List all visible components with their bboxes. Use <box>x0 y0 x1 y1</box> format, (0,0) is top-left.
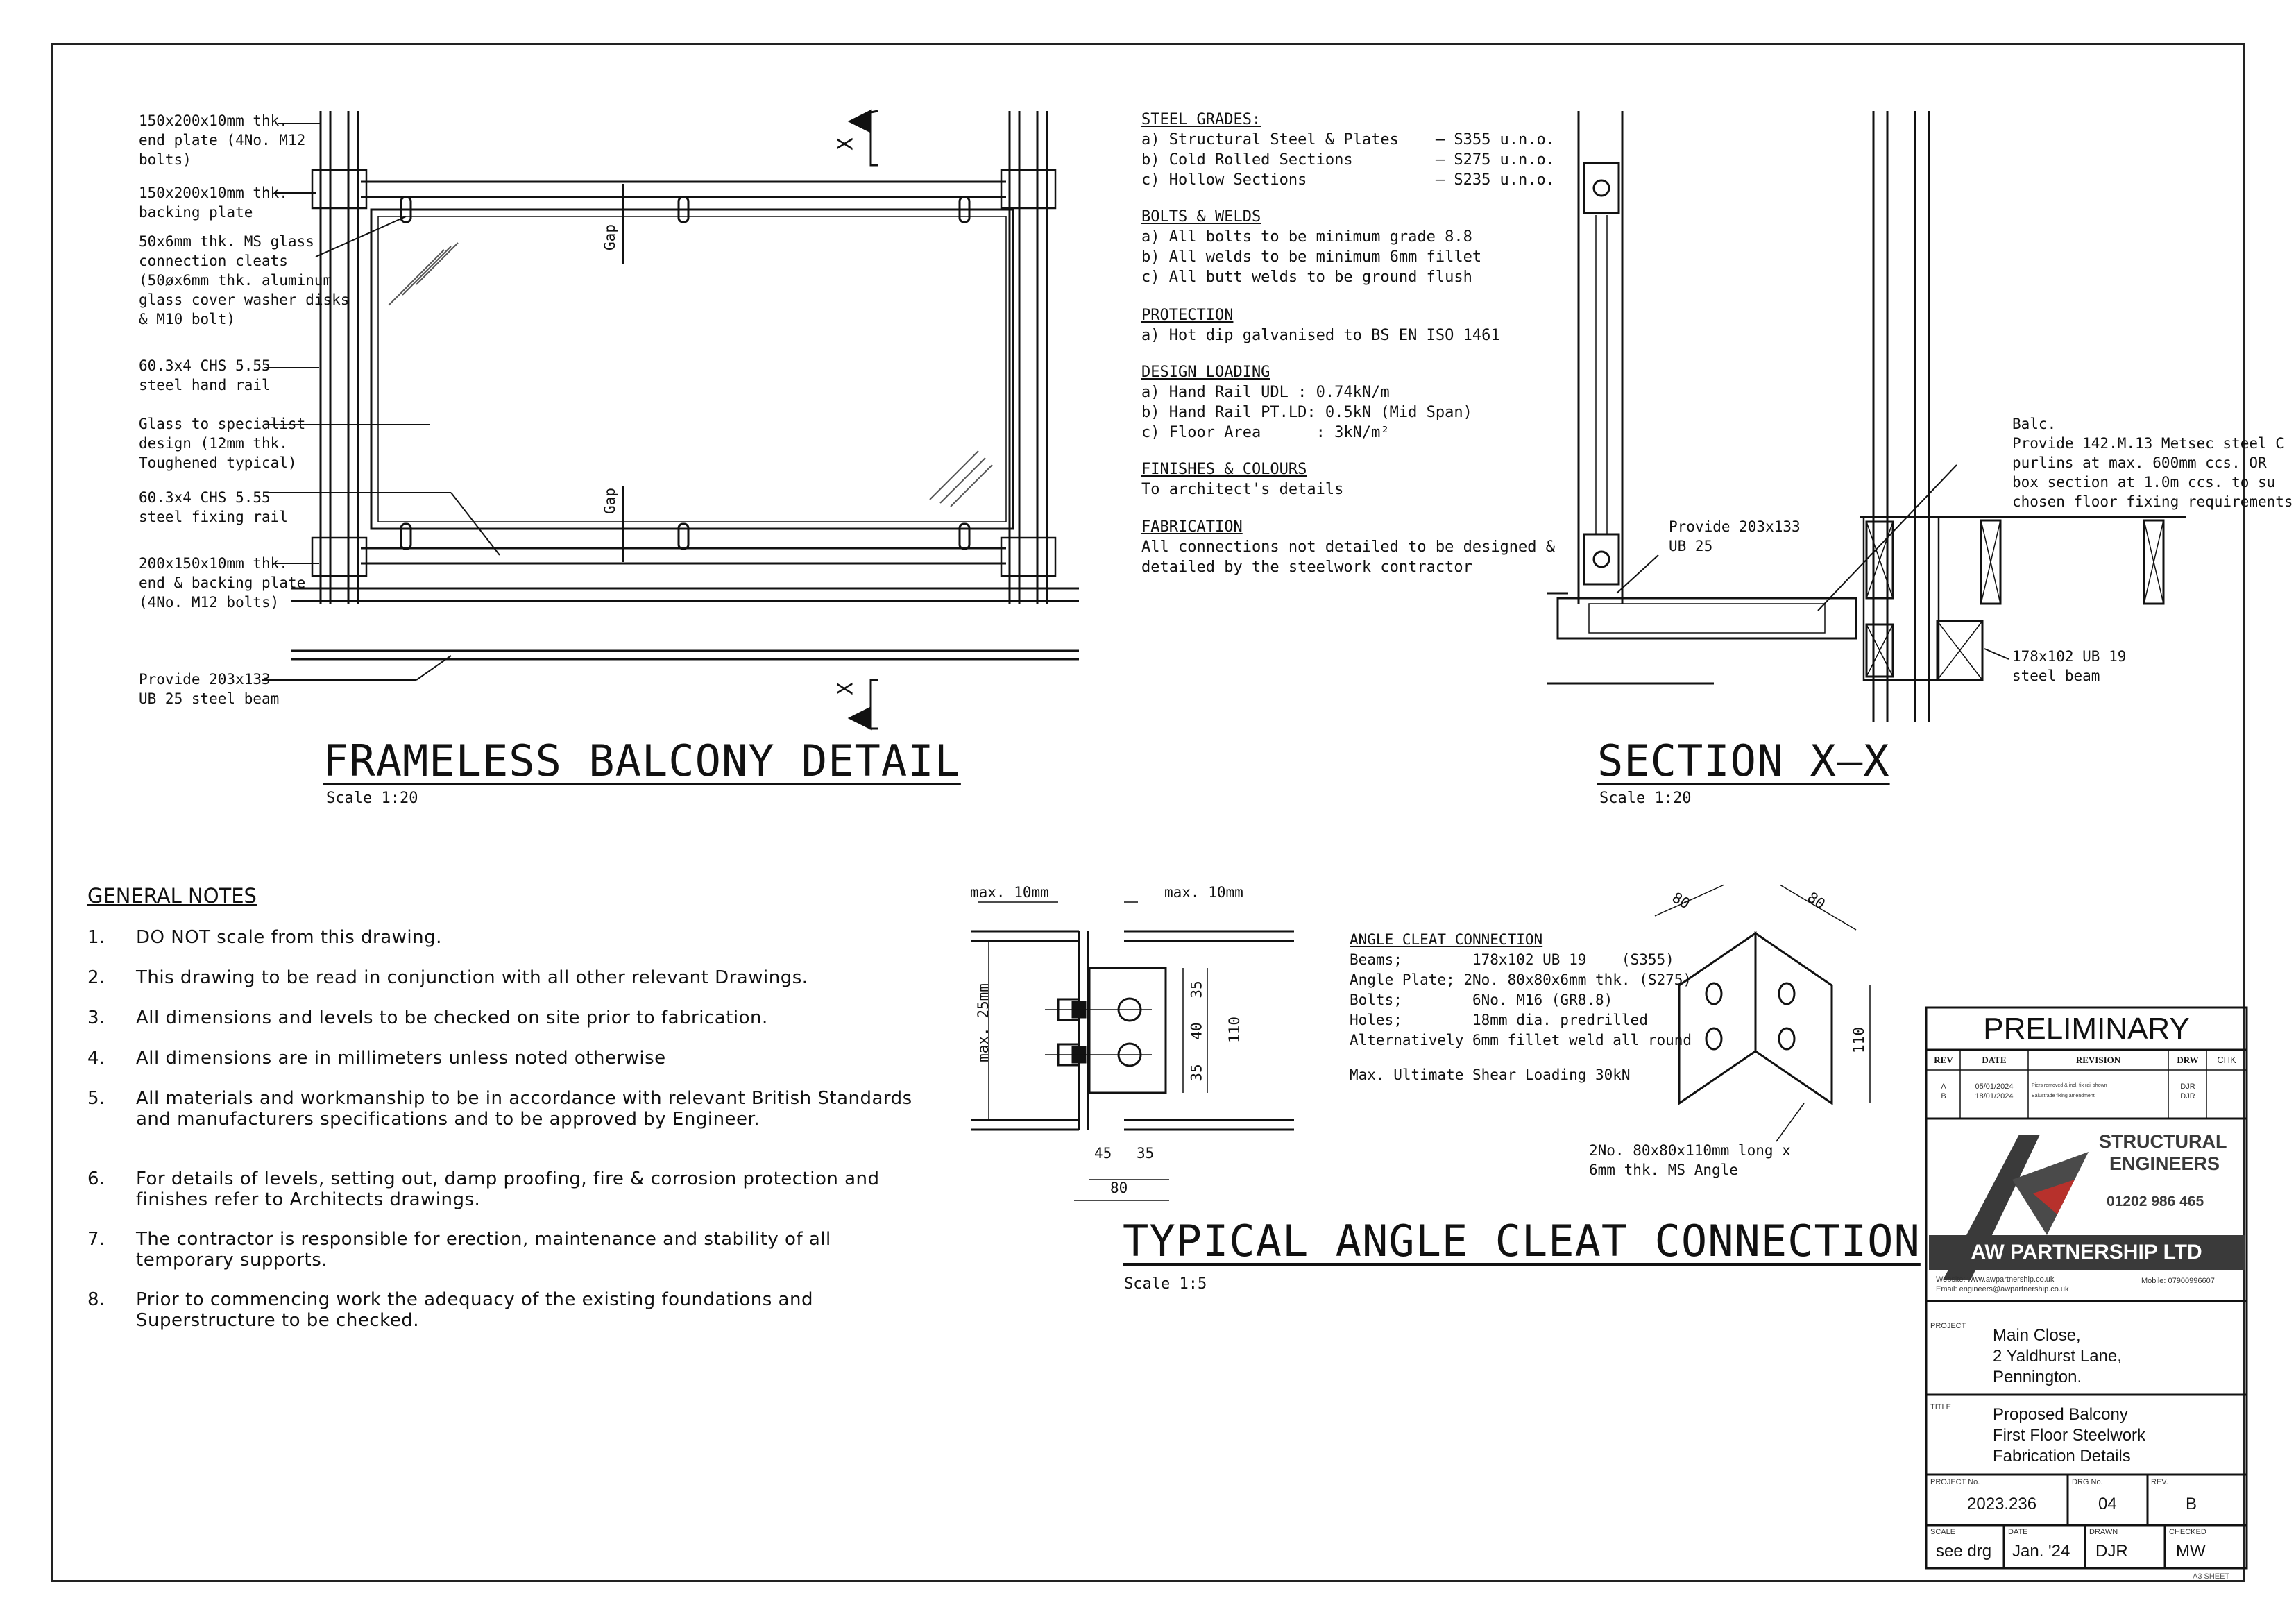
spec-bolts-welds: BOLTS & WELDS a) All bolts to be minimum grade 8.8 b) All welds to be minimum 6mm fillet c) All butt welds to be ground flush <box>1141 208 1482 286</box>
rev-header-chk: CHK <box>2217 1055 2236 1065</box>
label-end-plate: 150x200x10mm thk. end plate (4No. M12 bolts) <box>139 112 306 168</box>
dim-40: 40 <box>1188 1022 1205 1040</box>
drawn-label: DRAWN <box>2089 1528 2118 1536</box>
balcony-detail-scale: Scale 1:20 <box>326 790 418 807</box>
project-address: Main Close, 2 Yaldhurst Lane, Pennington. <box>1993 1326 2122 1386</box>
section-label-ub25: Provide 203x133 UB 25 <box>1669 518 1801 554</box>
rev-a-drw: DJR <box>2180 1082 2195 1091</box>
spec-design-loading: DESIGN LOADING a) Hand Rail UDL : 0.74kN/m b) Hand Rail PT.LD: 0.5kN (Mid Span) c) Floor Area : 3kN/m² <box>1141 364 1472 441</box>
company-mobile: Mobile: 07900996607 <box>2141 1277 2215 1285</box>
drawing-title: Proposed Balcony First Floor Steelwork Fabrication Details <box>1993 1405 2146 1465</box>
rev-header-drw: DRW <box>2177 1055 2199 1065</box>
rev-b-drw: DJR <box>2180 1092 2195 1101</box>
company-phone: 01202 986 465 <box>2107 1193 2204 1209</box>
label-hand-rail: 60.3x4 CHS 5.55 steel hand rail <box>139 357 271 393</box>
rev-header-rev: REV <box>1934 1055 1953 1065</box>
sheet-size: A3 SHEET <box>2193 1572 2230 1581</box>
iso-dim-80-left: 80 <box>1669 889 1693 912</box>
dim-max-vert: max. 25mm <box>974 983 992 1062</box>
date-label: DATE <box>2008 1528 2028 1536</box>
company-website: Website: www.awpartnership.co.uk <box>1936 1275 2055 1284</box>
section-marker-bottom: X <box>833 682 858 695</box>
rev-header-revision: REVISION <box>2075 1055 2121 1065</box>
spec-protection: PROTECTION a) Hot dip galvanised to BS EN ISO 1461 <box>1141 307 1500 344</box>
section-label-balc: Balc. Provide 142.M.13 Metsec steel C purlins at max. 600mm ccs. OR box section at 1.0m ccs. to su chosen floor fixing requirements <box>2012 416 2293 510</box>
spec-steel-grades: STEEL GRADES: a) Structural Steel & Plates – S355 u.n.o. b) Cold Rolled Sections – S275 u.n.o. c) Hollow Sections – S235 u.n.o. <box>1141 111 1556 189</box>
angle-cleat-spec: ANGLE CLEAT CONNECTION Beams; 178x102 UB 19 (S355) Angle Plate; 2No. 80x80x6mm thk. (S275) Bolts; 6No. M16 (GR8.8) Holes; 18mm dia. predrilled Alternatively 6mm fillet weld all round <box>1350 931 1692 1048</box>
project-no: 2023.236 <box>1967 1495 2037 1513</box>
date-value: Jan. '24 <box>2012 1542 2070 1561</box>
company-tag-engineers: ENGINEERS <box>2109 1153 2220 1174</box>
section-xx-scale: Scale 1:20 <box>1599 790 1692 807</box>
checked-value: MW <box>2176 1542 2206 1561</box>
general-note-2: 2. This drawing to be read in conjunction with all other relevant Drawings. <box>87 967 808 988</box>
section-label-ub19: 178x102 UB 19 steel beam <box>2012 648 2127 684</box>
general-notes-heading: GENERAL NOTES <box>87 884 257 908</box>
gap-label-top: Gap <box>601 224 618 250</box>
dim-max-right: max. 10mm <box>1164 884 1243 901</box>
rev-a-date: 05/01/2024 <box>1975 1082 2014 1091</box>
angle-cleat-scale: Scale 1:5 <box>1124 1275 1207 1293</box>
status-preliminary: PRELIMINARY <box>1983 1012 2190 1046</box>
dim-35-top: 35 <box>1188 980 1205 999</box>
spec-fabrication: FABRICATION All connections not detailed to be designed & detailed by the steelwork contractor <box>1141 518 1556 576</box>
dim-45: 45 <box>1094 1145 1112 1162</box>
general-note-6: 6. For details of levels, setting out, damp proofing, fire & corrosion protection and finishes refer to Architects drawings. <box>87 1169 880 1210</box>
iso-dim-80-right: 80 <box>1804 888 1828 913</box>
rev-a-id: A <box>1941 1082 1946 1091</box>
company-tag-structural: STRUCTURAL <box>2099 1131 2227 1152</box>
general-note-4: 4. All dimensions are in millimeters unless noted otherwise <box>87 1048 666 1069</box>
rev-value: B <box>2186 1495 2197 1513</box>
iso-dim-110: 110 <box>1850 1027 1867 1053</box>
general-note-8: 8. Prior to commencing work the adequacy of the existing foundations and Superstructure to be checked. <box>87 1289 813 1331</box>
rev-label: REV. <box>2151 1478 2168 1486</box>
drg-no-label: DRG No. <box>2072 1478 2103 1486</box>
section-marker-top: X <box>833 137 858 151</box>
drg-no: 04 <box>2098 1495 2117 1513</box>
label-end-backing-plate: 200x150x10mm thk. end & backing plate (4No. M12 bolts) <box>139 555 306 611</box>
scale-label: SCALE <box>1930 1528 1956 1536</box>
dim-80: 80 <box>1110 1180 1128 1196</box>
rev-b-id: B <box>1941 1092 1946 1101</box>
gap-label-bottom: Gap <box>601 488 618 514</box>
project-no-label: PROJECT No. <box>1930 1478 1980 1486</box>
label-glass: Glass to specialist design (12mm thk. Toughened typical) <box>139 416 306 471</box>
shear-loading: Max. Ultimate Shear Loading 30kN <box>1350 1067 1631 1083</box>
angle-label: 2No. 80x80x110mm long x 6mm thk. MS Angle <box>1589 1142 1791 1178</box>
general-note-5: 5. All materials and workmanship to be in accordance with relevant British Standards and manufacturers specifications and to be approved by Engineer. <box>87 1088 912 1130</box>
label-fixing-rail: 60.3x4 CHS 5.55 steel fixing rail <box>139 489 288 525</box>
label-steel-beam: Provide 203x133 UB 25 steel beam <box>139 671 280 707</box>
general-note-7: 7. The contractor is responsible for erection, maintenance and stability of all temporary supports. <box>87 1229 831 1271</box>
company-email: Email: engineers@awpartnership.co.uk <box>1936 1285 2069 1293</box>
title-label: TITLE <box>1930 1403 1951 1411</box>
general-note-3: 3. All dimensions and levels to be checked on site prior to fabrication. <box>87 1008 768 1028</box>
project-label: PROJECT <box>1930 1322 1966 1330</box>
drawn-value: DJR <box>2095 1542 2128 1561</box>
dim-max-left: max. 10mm <box>970 884 1049 901</box>
spec-finishes: FINISHES & COLOURS To architect's details <box>1141 461 1344 498</box>
dim-35-bottom: 35 <box>1188 1064 1205 1082</box>
angle-cleat-title: TYPICAL ANGLE CLEAT CONNECTION <box>1123 1216 1921 1266</box>
checked-label: CHECKED <box>2169 1528 2206 1536</box>
label-glass-cleats: 50x6mm thk. MS glass connection cleats (50øx6mm thk. aluminum glass cover washer disks & M10 bolt) <box>139 233 350 328</box>
general-note-1: 1. DO NOT scale from this drawing. <box>87 927 442 948</box>
section-xx-title: SECTION X–X <box>1597 736 1890 786</box>
rev-header-date: DATE <box>1982 1055 2007 1065</box>
rev-b-desc: Balustrade fixing amendment <box>2032 1094 2095 1098</box>
rev-a-desc: Piers removed & incl. fix rail shown <box>2032 1083 2107 1088</box>
label-backing-plate: 150x200x10mm thk. backing plate <box>139 185 288 221</box>
rev-b-date: 18/01/2024 <box>1975 1092 2014 1101</box>
dim-110: 110 <box>1225 1017 1243 1043</box>
company-name: AW PARTNERSHIP LTD <box>1971 1241 2202 1264</box>
dim-35-horizontal: 35 <box>1137 1145 1155 1162</box>
balcony-detail-title: FRAMELESS BALCONY DETAIL <box>323 736 961 786</box>
scale-value: see drg <box>1936 1542 1992 1561</box>
